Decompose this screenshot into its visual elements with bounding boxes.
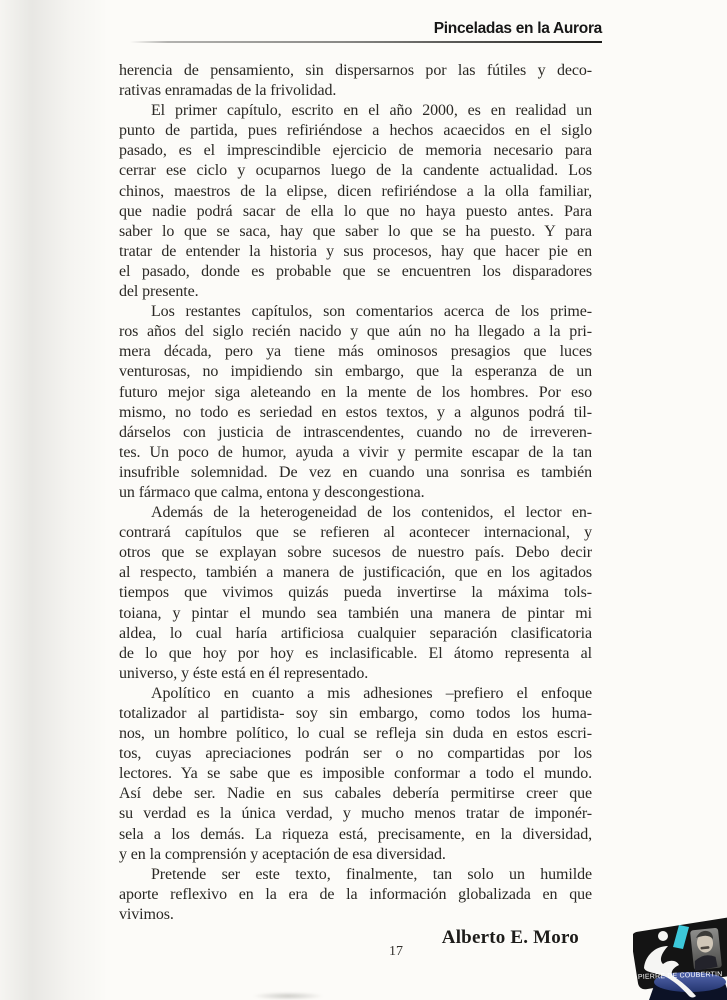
body-line: del presente. bbox=[119, 283, 199, 301]
body-line: rativas enramadas de la frivolidad. bbox=[119, 82, 337, 100]
pierre-de-coubertin-logo bbox=[633, 916, 727, 1000]
author-signature: Alberto E. Moro bbox=[441, 927, 579, 948]
body-line: herencia de pensamiento, sin dispersarnos por las fútiles y deco- bbox=[119, 62, 592, 79]
body-line: insufrible solemnidad. De vez en cuando una sonrisa es también bbox=[119, 463, 592, 481]
body-line: contrará capítulos que se refieren al acontecer internacional, y bbox=[119, 524, 592, 542]
paragraph bbox=[119, 684, 592, 865]
scan-edge-shading bbox=[0, 0, 110, 1000]
body-line: tiempos que vivimos quizás pueda invertirse la máxima tols- bbox=[119, 584, 592, 602]
body-line: dárselos con justicia de intrascendentes, cuando no de irreveren- bbox=[119, 423, 592, 441]
body-line: ros años del siglo recién nacido y que aún no ha llegado a la pri- bbox=[119, 323, 592, 341]
body-line: tes. Un poco de humor, ayuda a vivir y permite escapar de la tan bbox=[119, 443, 592, 461]
body-line: Así debe ser. Nadie en sus cabales debería permitirse creer que bbox=[119, 785, 592, 803]
scan-smudge bbox=[252, 992, 324, 1000]
body-line: otros que se explayan sobre sucesos de nuestro país. Debo decir bbox=[119, 544, 592, 562]
body-line: Los restantes capítulos, son comentarios acerca de los prime- bbox=[151, 303, 592, 321]
body-line: Además de la heterogeneidad de los contenidos, el lector en- bbox=[151, 504, 592, 522]
body-line: su verdad es la única verdad, y mucho menos tratar de imponér- bbox=[119, 805, 592, 823]
body-line: tratar de entender la historia y sus procesos, hay que hacer pie en bbox=[119, 242, 592, 260]
body-line: el pasado, donde es probable que se encuentren los disparadores bbox=[119, 262, 592, 280]
body-line: un fármaco que calma, entona y descongestiona. bbox=[119, 483, 425, 501]
body-line: lectores. Ya se sabe que es imposible conformar a todo el mundo. bbox=[119, 765, 592, 783]
paragraph bbox=[119, 503, 592, 684]
body-line: pasado, es el imprescindible ejercicio de memoria necesario para bbox=[119, 142, 592, 160]
header-rule bbox=[130, 41, 602, 43]
paragraph bbox=[119, 865, 592, 925]
page-number: 17 bbox=[389, 944, 403, 959]
body-line: futuro mejor siga aleteando en la mente de los hombres. Por eso bbox=[119, 383, 592, 401]
body-line: Pretende ser este texto, finalmente, tan solo un humilde bbox=[151, 865, 592, 883]
body-line: Apolítico en cuanto a mis adhesiones –prefiero el enfoque bbox=[151, 684, 592, 702]
body-line: aldea, lo cual haría artificiosa cualquier separación clasificatoria bbox=[119, 624, 592, 642]
body-line: cerrar ese ciclo y ocuparnos luego de la candente actualidad. Los bbox=[119, 162, 592, 180]
body-line: chinos, maestros de la elipse, dicen refiriéndose a la olla familiar, bbox=[119, 182, 592, 200]
body-line: y en la comprensión y aceptación de esa diversidad. bbox=[119, 845, 446, 863]
coubertin-logo-graphic bbox=[633, 916, 727, 1000]
paragraph bbox=[119, 302, 592, 503]
body-text bbox=[119, 61, 592, 925]
body-line: al respecto, también a manera de justificación, que en los agitados bbox=[119, 564, 592, 582]
coubertin-portrait bbox=[690, 928, 722, 971]
running-header-title: Pinceladas en la Aurora bbox=[433, 20, 602, 37]
body-line: sela a los demás. La riqueza está, precisamente, en la diversidad, bbox=[119, 825, 592, 843]
body-line: que nadie podrá sacar de ella lo que no haya puesto antes. Para bbox=[119, 202, 592, 220]
body-line: nos, un hombre político, lo cual se refleja sin duda en estos escri- bbox=[119, 725, 592, 743]
body-line: vivimos. bbox=[119, 905, 174, 923]
body-line: totalizador al partidista- soy sin embargo, como todos los huma- bbox=[119, 705, 592, 722]
logo-caption: PIERRE DE COUBERTIN bbox=[637, 971, 723, 981]
body-line: aporte reflexivo en la era de la información globalizada en que bbox=[119, 885, 592, 903]
paragraph bbox=[119, 101, 592, 302]
body-line: mera década, pero ya tiene más ominosos presagios que luces bbox=[119, 343, 592, 361]
body-line: universo, y éste está en él representado. bbox=[119, 664, 369, 682]
paragraph bbox=[119, 61, 592, 101]
body-line: de lo que hoy por hoy es inclasificable. El átomo representa al bbox=[119, 644, 592, 662]
body-line: venturosas, no impidiendo sin embargo, que la esperanza de un bbox=[119, 363, 592, 381]
body-line: toiana, y pintar el mundo sea también una manera de pintar mi bbox=[119, 604, 592, 622]
body-line: tos, cuyas apreciaciones podrán ser o no compartidas por los bbox=[119, 745, 592, 763]
body-line: saber lo que se saca, hay que saber lo que se ha puesto. Y para bbox=[119, 222, 592, 240]
body-line: punto de partida, pues refiriéndose a hechos acaecidos en el siglo bbox=[119, 122, 592, 140]
body-line: mismo, no todo es seriedad en estos textos, y a algunos podrá til- bbox=[119, 403, 592, 421]
body-line: El primer capítulo, escrito en el año 2000, es en realidad un bbox=[151, 102, 592, 120]
